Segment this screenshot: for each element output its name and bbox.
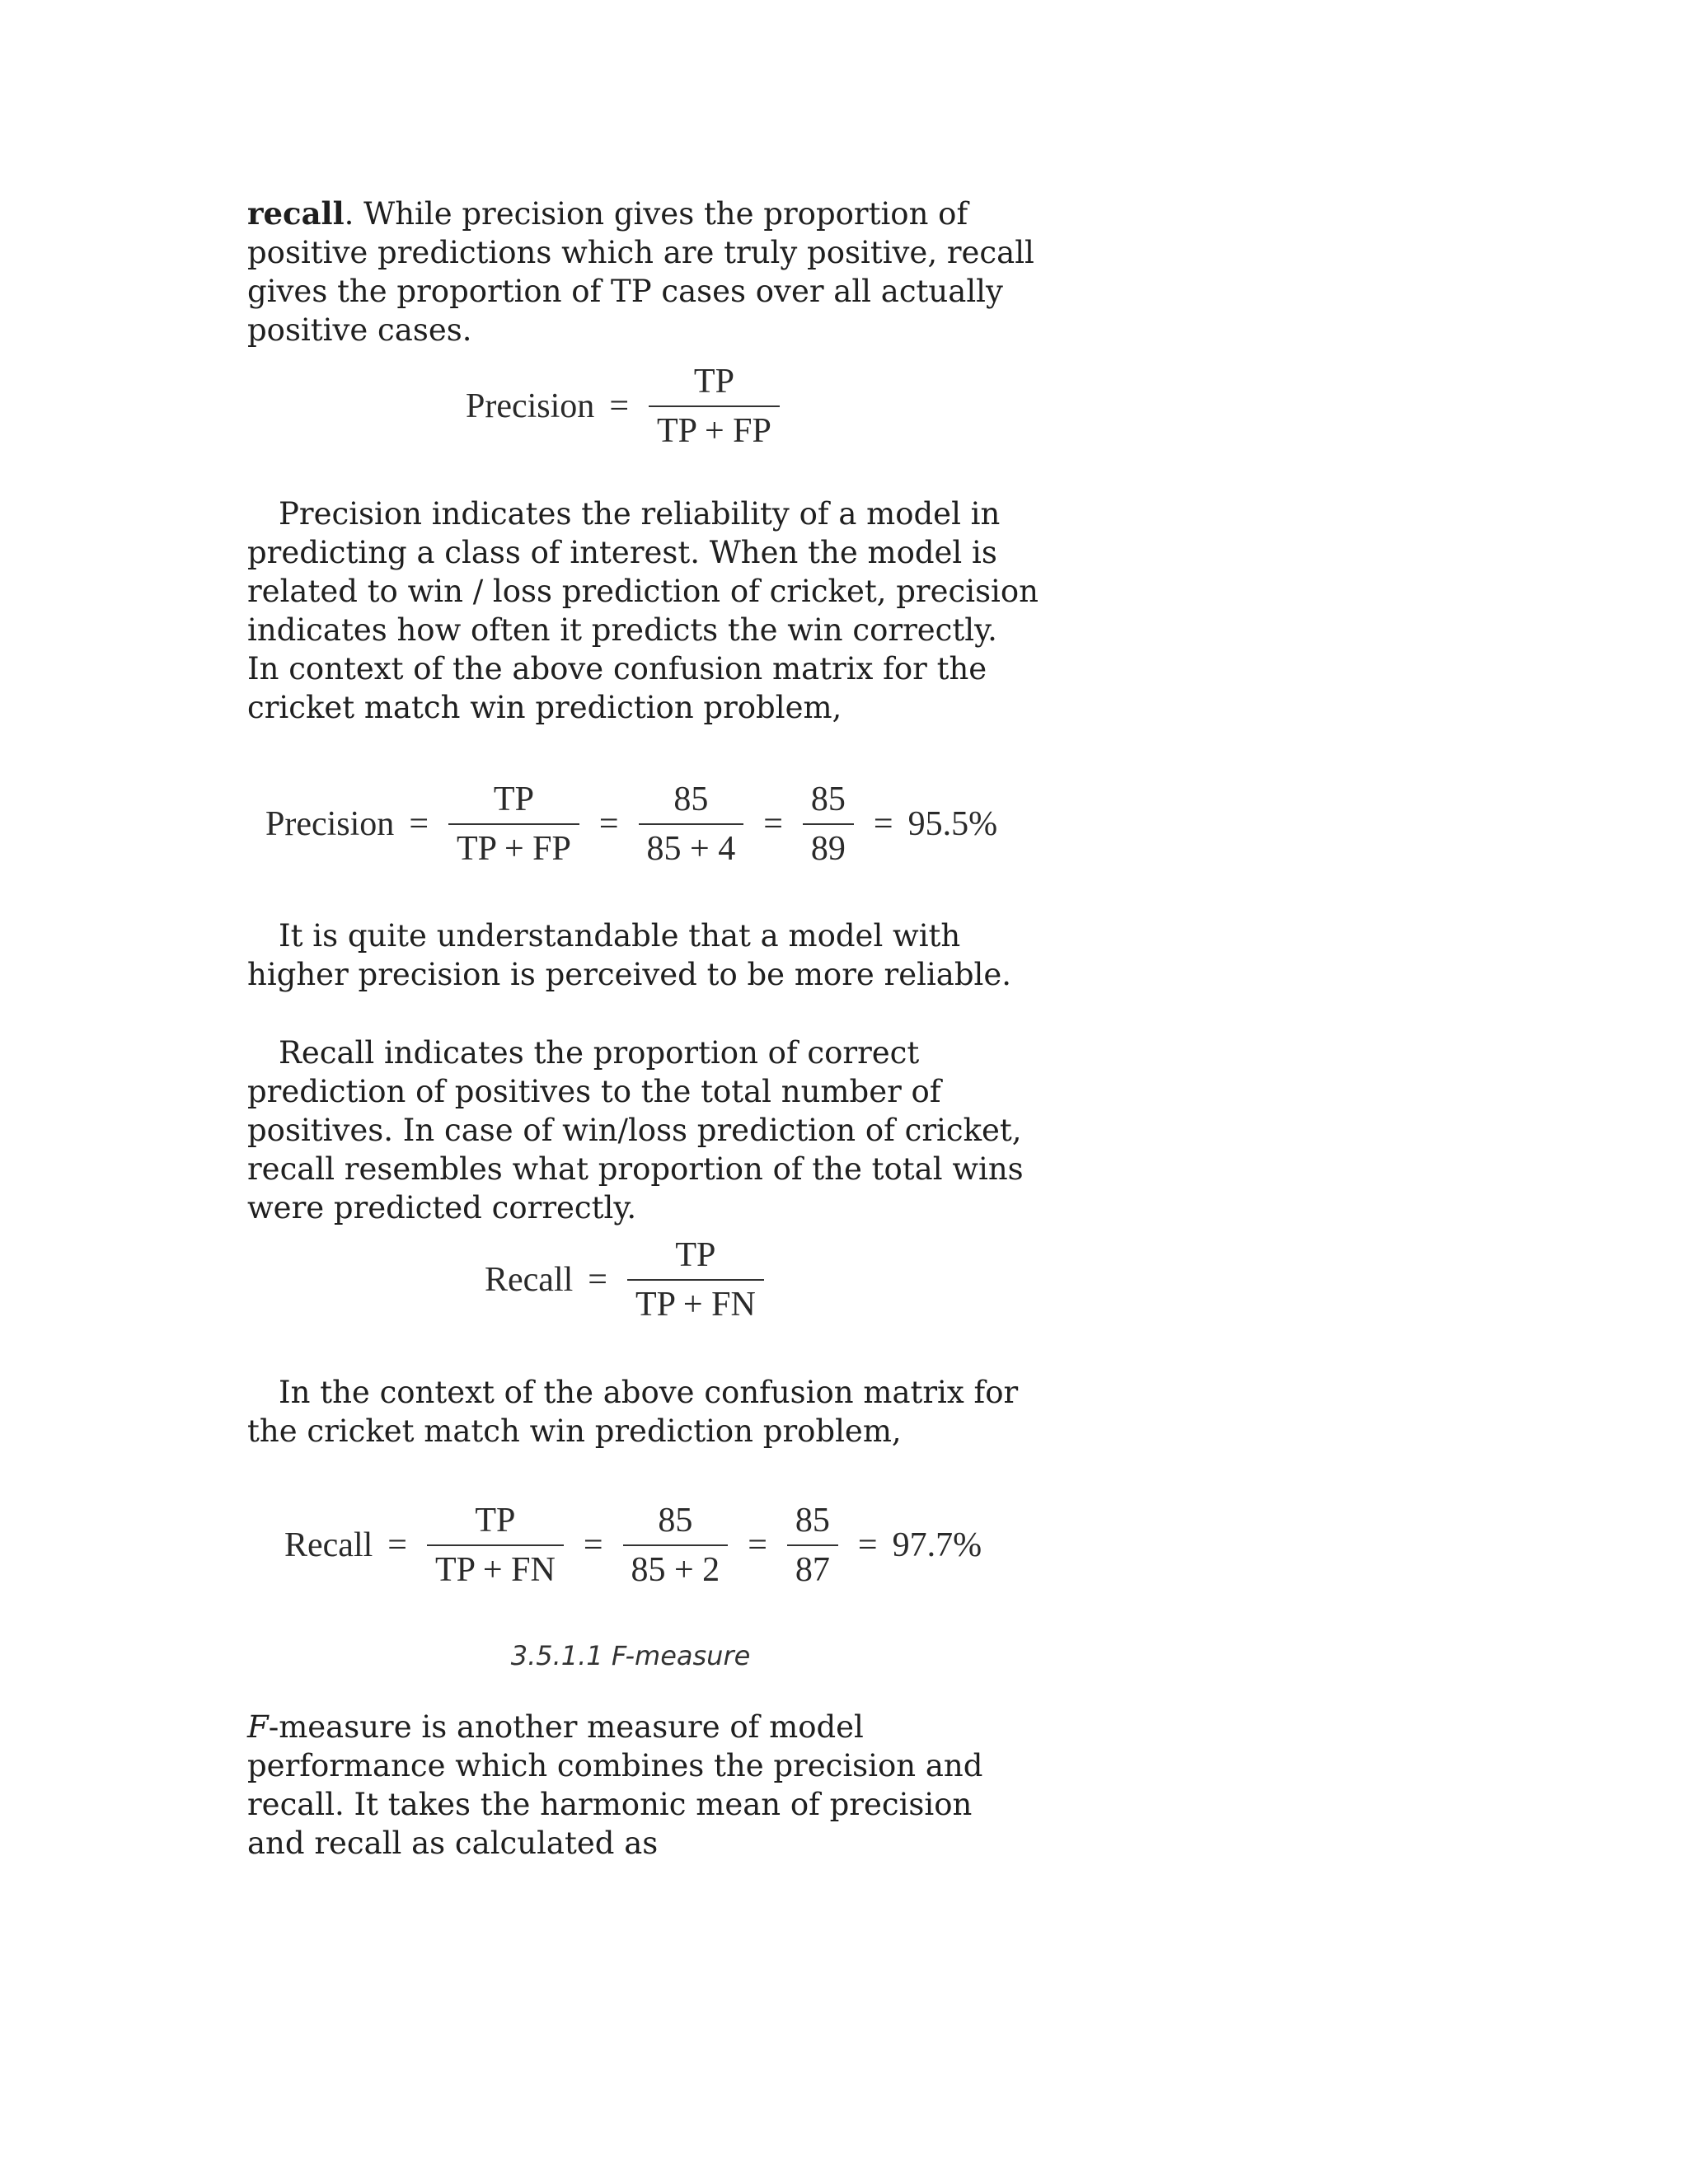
eq-lhs: Recall <box>284 1526 373 1564</box>
fraction-denominator: 87 <box>795 1551 830 1589</box>
paragraph-text: Precision indicates the reliability of a model in predicting a class of interest. When the model is related to win / loss prediction of cricket, precision indicates how often it predicts the win correctly. In context of the above confusion matrix for the cricket match win prediction problem, <box>247 496 1039 725</box>
paragraph-text: In the context of the above confusion matrix for the cricket match win prediction problem, <box>247 1375 1019 1449</box>
term-recall: recall <box>247 195 345 232</box>
fraction-numerator: TP <box>675 1236 716 1274</box>
section-heading: 3.5.1.1 F-measure <box>510 1640 751 1671</box>
fraction-numerator: 85 <box>810 780 846 818</box>
fraction-bar <box>627 1279 764 1281</box>
eq-lhs: Precision <box>466 387 595 425</box>
eq-result: 97.7% <box>892 1526 982 1564</box>
paragraph-text: . While precision gives the proportion of positive predictions which are truly positive, recall gives the proportion of TP cases over all actually positive cases. <box>247 196 1034 348</box>
fraction <box>803 779 854 869</box>
eq-equals: = <box>598 805 619 843</box>
paragraph-precision-explanation <box>247 494 1039 727</box>
equation-recall-calculation <box>284 1500 982 1591</box>
fraction <box>639 779 744 869</box>
fraction <box>649 361 780 452</box>
term-f: F <box>247 1709 269 1745</box>
fraction-numerator: TP <box>693 363 734 401</box>
equation-recall-definition <box>485 1235 769 1325</box>
eq-equals: = <box>609 387 629 425</box>
equation-precision-calculation <box>265 779 997 869</box>
paragraph-f-measure <box>247 1708 1039 1863</box>
fraction-bar <box>803 823 854 825</box>
eq-equals: = <box>588 1261 607 1299</box>
eq-equals: = <box>748 1526 767 1564</box>
eq-equals: = <box>387 1526 407 1564</box>
fraction-numerator: 85 <box>673 780 709 818</box>
fraction <box>448 779 579 869</box>
eq-equals: = <box>873 805 893 843</box>
eq-equals: = <box>583 1526 603 1564</box>
fraction <box>623 1500 729 1591</box>
fraction-bar <box>649 405 780 407</box>
fraction <box>427 1500 564 1591</box>
paragraph-precision-reliability <box>247 916 1039 994</box>
paragraph-text: -measure is another measure of model performance which combines the precision and recall. It takes the harmonic mean of precision and recall as calculated as <box>247 1709 983 1861</box>
fraction-numerator: TP <box>475 1502 516 1540</box>
fraction <box>627 1235 764 1325</box>
fraction-numerator: 85 <box>658 1502 693 1540</box>
fraction-numerator: 85 <box>795 1502 830 1540</box>
fraction-denominator: TP + FP <box>457 830 571 868</box>
equation-precision-definition <box>466 361 785 452</box>
eq-equals: = <box>857 1526 878 1564</box>
fraction-bar <box>623 1544 729 1546</box>
eq-result: 95.5% <box>907 805 998 843</box>
eq-equals: = <box>763 805 783 843</box>
eq-lhs: Recall <box>485 1261 574 1299</box>
eq-lhs: Precision <box>265 805 395 843</box>
paragraph-recall-intro <box>247 194 1039 349</box>
fraction-denominator: TP + FP <box>657 412 771 450</box>
paragraph-recall-explanation <box>247 1033 1039 1227</box>
paragraph-text: It is quite understandable that a model with higher precision is perceived to be more reliable. <box>247 918 1012 992</box>
fraction-denominator: 85 + 4 <box>646 830 736 868</box>
fraction-denominator: 85 + 2 <box>631 1551 720 1589</box>
fraction-denominator: TP + FN <box>635 1286 756 1324</box>
paragraph-text: Recall indicates the proportion of correct prediction of positives to the total number of positives. In case of win/loss prediction of cricket, recall resembles what proportion of the total wins were predicted correctly. <box>247 1035 1024 1226</box>
paragraph-recall-context <box>247 1373 1039 1451</box>
fraction <box>787 1500 838 1591</box>
fraction-denominator: TP + FN <box>434 1551 556 1589</box>
fraction-bar <box>427 1544 564 1546</box>
fraction-numerator: TP <box>493 780 534 818</box>
eq-equals: = <box>409 805 429 843</box>
fraction-bar <box>448 823 579 825</box>
fraction-bar <box>787 1544 838 1546</box>
fraction-denominator: 89 <box>810 830 846 868</box>
fraction-bar <box>639 823 744 825</box>
